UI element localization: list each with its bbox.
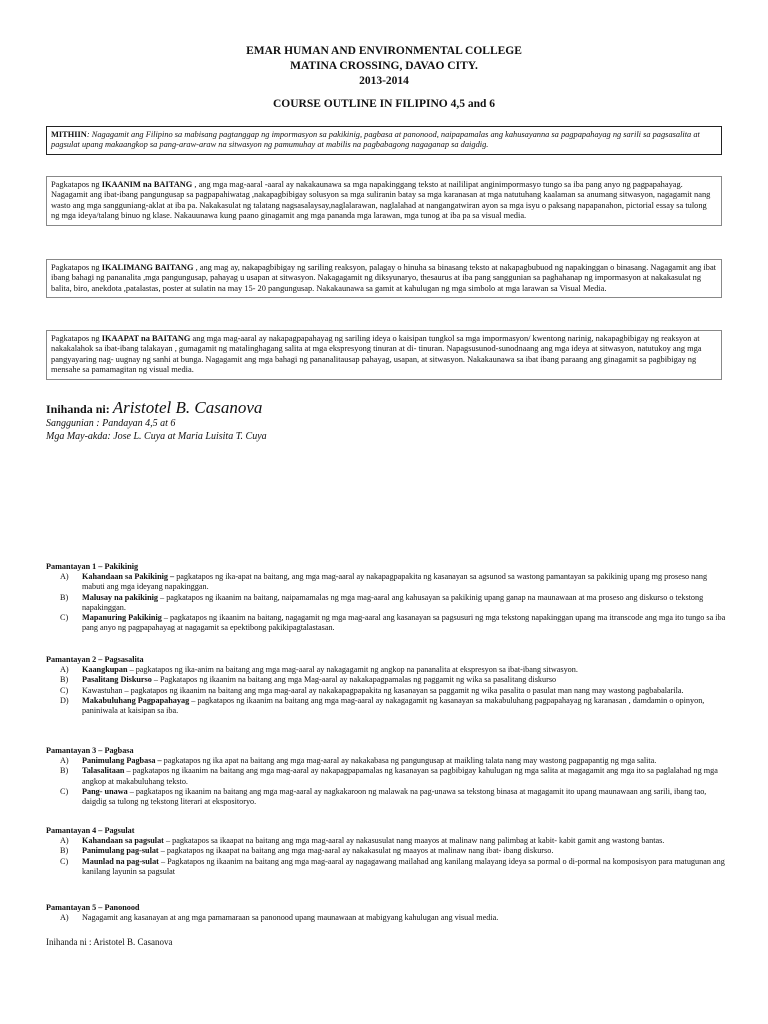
- mithiin-text: : Nagagamit ang Filipino sa mabisang pagtanggap ng impormasyon sa pakikinig, pagbasa at panonood, naipapamalas ang kahusayanna sa pagpapahayag ng sarili sa pagsasalita at pagsulat upang makaangkop sa pang-araw-araw na sitwasyon ng pamumuhay at mabilis na pagbabagong nagaganap sa daigdig.: [51, 130, 700, 150]
- list-item: [46, 593, 726, 613]
- item-text: pagkatapos ng ika apat na baitang ang mga mag-aaral ay nakakabasa ng pangungusap at maikling talata nang may wastong pagpapantig ng mga salita.: [161, 756, 657, 766]
- list-item: [46, 857, 726, 877]
- list-item: [46, 787, 726, 807]
- list-item: [46, 686, 726, 696]
- grade6-text: , ang mga mag-aaral -aaral ay nakakaunawa sa mga napakinggang teksto at naililipat anginimpormasyo tungo sa iba pang anyo ng pagpapahayag. Nagagamit ang ibat-ibang pangungusap sa pagpapahiwatag ,nakapagbibigay solusyon sa mga suliranin batay sa mga karanasan at mga natutuhang kaalaman sa anumang sitwasyon, nagagamit nang wasto ang mga sangguniang-aklat at iba pa. Nakakasulat ng talatang nagsasalaysay,naglalarawan, naglalahad at nangangatwiran ayon sa mga isyu o paksang napapanahon, pictorial essay sa tulong ng mga ideya/talang binuo ng klase. Nakauunawa kung paano ginagamit ang mga pananda mga larawan, mga tunog at iba pa sa visual media.: [51, 180, 711, 221]
- grade4-box: [46, 330, 722, 380]
- list-item: [46, 756, 726, 766]
- item-term: Pang- unawa: [82, 786, 128, 796]
- item-text: – pagkatapos ng ikaanim na baitang ang mga mag-aaral ay nakagagamit ng kasanayan sa makabuluhang pagpapahayag ng karanasan , damdamin o opinyon, paniniwala at kaisipan sa iba.: [82, 695, 705, 716]
- list-item: [46, 766, 726, 786]
- standard-1: [46, 562, 726, 633]
- standard-title: Pamantayan 4 – Pagsulat: [46, 826, 135, 835]
- item-text: – pagkatapos ng ika-anim na baitang ang mga mag-aaral ay nakagagamit ng angkop na pananalita at ekspresyon sa ibat-ibang sitwasyon.: [127, 665, 578, 675]
- item-letter: A): [60, 572, 69, 582]
- item-letter: A): [60, 665, 69, 675]
- college-address: MATINA CROSSING, DAVAO CITY.: [290, 60, 478, 72]
- standard-title: Pamantayan 2 – Pagsasalita: [46, 655, 144, 664]
- standard-3: [46, 746, 726, 807]
- item-letter: B): [60, 592, 69, 602]
- prepared-by: [46, 398, 262, 418]
- item-letter: B): [60, 675, 69, 685]
- grade5-prefix: Pagkatapos ng: [51, 263, 102, 272]
- item-text: – pagkatapos ng ikaapat na baitang ang mga mag-aaral ay nakakasulat ng maayos at malinaw nang ibat- ibang diskurso.: [158, 846, 554, 856]
- item-letter: C): [60, 613, 69, 623]
- college-name: EMAR HUMAN AND ENVIRONMENTAL COLLEGE: [246, 45, 522, 57]
- item-term: Kahandaan sa Pakikinig –: [82, 572, 175, 582]
- item-term: Panimulang pag-sulat: [82, 846, 159, 856]
- list-item: [46, 675, 726, 685]
- prepared-name: Aristotel B. Casanova: [112, 398, 263, 417]
- mithiin-box: [46, 126, 722, 155]
- item-letter: A): [60, 913, 69, 923]
- item-letter: A): [60, 836, 69, 846]
- item-term: Pasalitang Diskurso: [82, 675, 152, 685]
- item-letter: C): [60, 685, 69, 695]
- standard-title: Pamantayan 1 – Pakikinig: [46, 562, 139, 571]
- list-item: [46, 696, 726, 716]
- item-letter: C): [60, 856, 69, 866]
- list-item: [46, 613, 726, 633]
- item-text: Nagagamit ang kasanayan at ang mga pamamaraan sa panonood upang maunawaan at mabigyang kahulugan ang visual media.: [82, 913, 499, 923]
- list-item: [46, 836, 726, 846]
- item-text: – pagkatapos ng ikaanim na baitang ang mga mag-aaral ay nagkakaroon ng malawak na pag-unawa sa tekstong binasa at magagamit ito upang maunawaan ang sarili, ibang tao, daigdig sa tulong ng tekstong literari at ekspositoryo.: [82, 786, 707, 807]
- item-letter: D): [60, 695, 69, 705]
- document-header: [0, 44, 768, 89]
- list-item: [46, 572, 726, 592]
- item-text: pagkatapos ng ika-apat na baitang, ang mga mag-aaral ay nakapagpapakita ng kasanayan sa agsunod sa wastong pamantayan sa pakikinig upang mg proseso nang mabuti ang mga ideyang napakinggan.: [82, 572, 708, 592]
- standard-title: Pamantayan 5 – Panonood: [46, 903, 140, 912]
- item-text: – Pagkatapos ng ikaanim na baitang ang mga mag-aaral ay nagagawang mailahad ang kanilang malayang ideya sa pormal o di-pormal na komposisyon para matugunan ang kanilang layunin sa pagsulat: [82, 856, 725, 876]
- item-letter: B): [60, 766, 69, 776]
- standard-4: [46, 826, 726, 877]
- mithiin-label: MITHIIN: [51, 130, 87, 139]
- grade4-text: ang mga mag-aaral ay nakapagpapahayag ng sariling ideya o kaisipan tungkol sa mga impormasyon/ kwentong narinig, nakapagbibigay ng reaksyon at nakakalahok sa ibat-ibang talakayan , gumagamit ng matalinghagang salita at mga ekspresyong tinuran at di- tinuran. Napagsusunod-sunodnaang ang mga ideya at sitwasyon, natutukoy ang mga pangyayaring nag- uugnay ng sanhi at bunga. Nagagamit ang mga bahagi ng pananalitausap pahayag, usapan, at sitwasyon. Nakakaunawa sa ibat ibang paraang ang ginagamit sa pagbibigay ng mensahe sa pamamagitan ng visual media.: [51, 334, 702, 375]
- item-term: Maunlad na pag-sulat: [82, 856, 159, 866]
- item-letter: A): [60, 756, 69, 766]
- grade5-text: , ang mag ay, nakapagbibigay ng sariling reaksyon, palagay o hinuha sa binasang teksto at nakapagbubuod ng napakinggan o binasang. Nagagamit ang ibat ibang bahagi ng pananalita ,mga pangungusap, pahayag u usapan at sitwasyon. Nakagagamit ng diksyunaryo, thesaurus at iba pang sanggunian sa paghahanap ng impormasyon at nakakasulat ng balita, biro, anekdota ,patalastas, poster at sulatin na may 15- 20 pangungusap. Nakakaunawa sa gamit at kahulugan ng mga simbolo at mga larawan sa Visual Media.: [51, 263, 716, 293]
- item-term: Panimulang Pagbasa –: [82, 756, 162, 766]
- item-letter: C): [60, 786, 69, 796]
- item-text: – pagkatapos ng ikaanim na baitang, nagagamit ng mga mag-aaral ang kasanayan sa pagsusuri ng mga tekstong napakinggan upang ma itranscode ang mga ito tungo sa iba pang anyo ng pagpapahayag at nagagamit sa epektibong pakikipagtalastasan.: [82, 613, 726, 633]
- item-term: Kaangkupan: [82, 665, 128, 675]
- prepared-label: Inihanda ni:: [46, 402, 113, 416]
- item-letter: B): [60, 846, 69, 856]
- school-year: 2013-2014: [359, 75, 409, 87]
- item-term: Mapanuring Pakikinig: [82, 613, 162, 623]
- course-title: COURSE OUTLINE IN FILIPINO 4,5 and 6: [272, 98, 496, 110]
- item-text: – pagkatapos sa ikaapat na baitang ang mga mag-aaral ay nakasusulat nang maayos at malinaw nang palimbag at kabit- kabit gamit ang wastong bantas.: [163, 836, 665, 846]
- item-term: Malusay na pakikinig: [82, 592, 158, 602]
- item-text: Kawastuhan – pagkatapos ng ikaanim na baitang ang mga mag-aaral ay nakakapagpapakita ng kasanayan sa paggamit ng wika pasalita o pasulat man nang may wastong pagbabalarila.: [82, 685, 684, 695]
- footer-prepared-by: Inihanda ni : Aristotel B. Casanova: [46, 937, 173, 947]
- grade4-label: IKAAPAT na BAITANG: [101, 334, 191, 343]
- item-term: Kahandaan sa pagsulat: [82, 836, 164, 846]
- sanggunian-line: Sanggunian : Pandayan 4,5 at 6: [46, 418, 176, 429]
- standard-5: [46, 903, 726, 923]
- standard-2: [46, 655, 726, 716]
- authors-line: Mga May-akda: Jose L. Cuya at Maria Luisita T. Cuya: [46, 431, 267, 442]
- list-item: [46, 913, 726, 923]
- grade6-box: [46, 176, 722, 226]
- grade5-box: [46, 259, 722, 298]
- grade4-prefix: Pagkatapos ng: [51, 334, 102, 343]
- list-item: [46, 846, 726, 856]
- item-text: – Pagkatapos ng ikaanim na baitang ang mga Mag-aaral ay nakakapagpamalas ng paggamit ng wika sa pasalitang diskurso: [151, 675, 557, 685]
- grade5-label: IKALIMANG BAITANG: [101, 263, 194, 272]
- grade6-prefix: Pagkatapos ng: [51, 180, 102, 189]
- standard-title: Pamantayan 3 – Pagbasa: [46, 746, 134, 755]
- item-term: Talasalitaan: [82, 766, 125, 776]
- item-text: – pagkatapos ng ikaanim na baitang, naipamamalas ng mga mag-aaral ang kahusayan sa pakikinig upang ganap na maunawaan at ma proseso ang diskurso o tekstong napakinggan.: [82, 592, 704, 612]
- grade6-label: IKAANIM na BAITANG: [101, 180, 193, 189]
- item-term: Makabuluhang Pagpapahayag: [82, 695, 190, 705]
- item-text: – pagkatapos ng ikaanim na baitang ang mga mag-aaral ay nakapagpapamalas ng kasanayan sa pagbibigay kahulugan ng mga salita at magagamit ang mga ito sa paglalahad ng mga angkop at makabuluhang teksto.: [82, 766, 718, 786]
- list-item: [46, 665, 726, 675]
